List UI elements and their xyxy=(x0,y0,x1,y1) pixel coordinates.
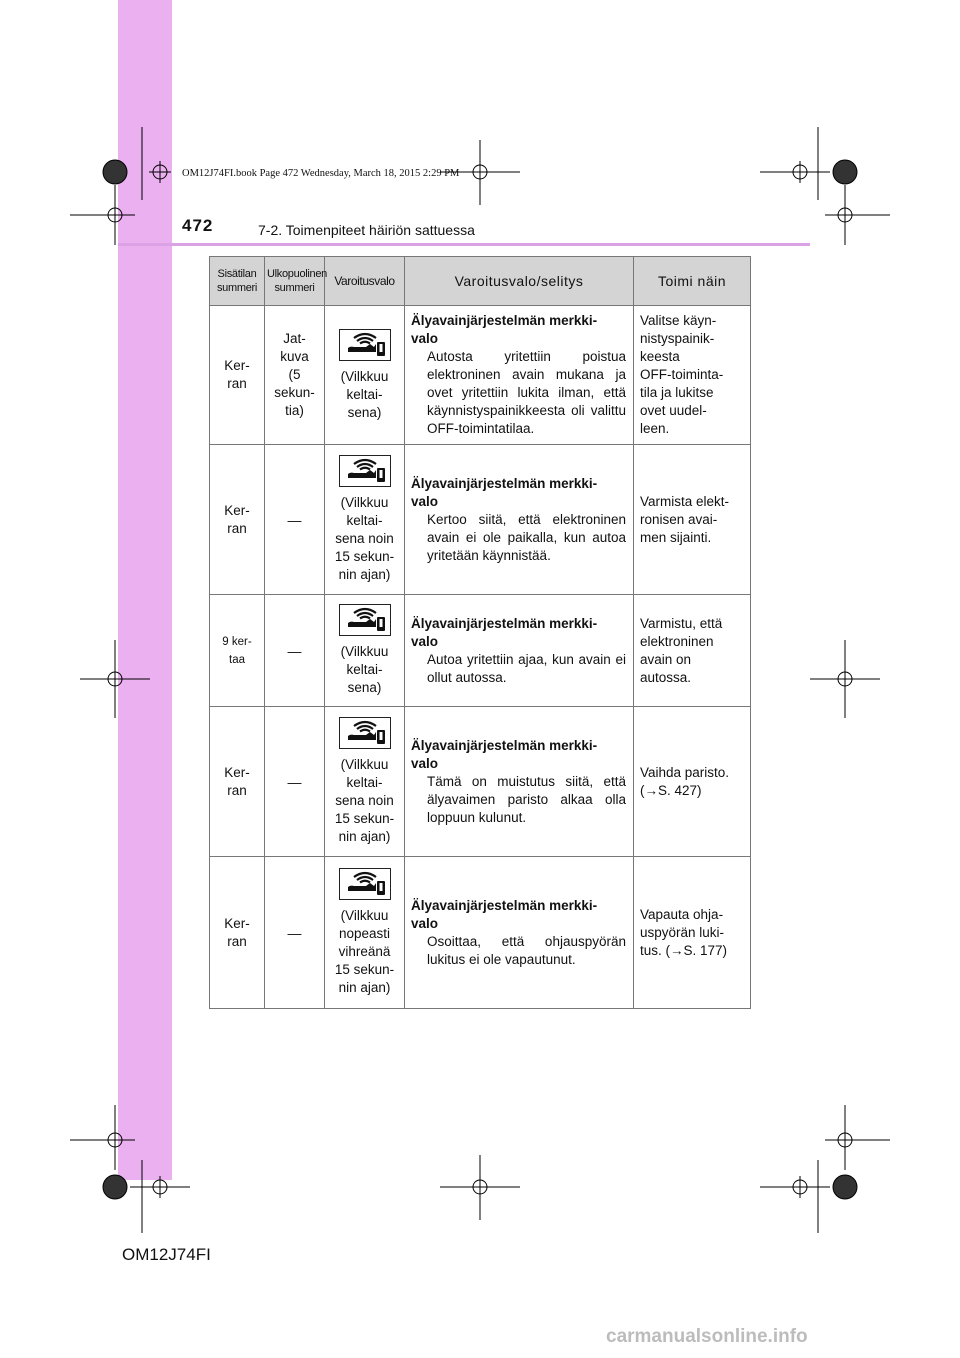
watermark: carmanualsonline.info xyxy=(606,1326,808,1347)
interior-buzzer-text: Ker- ran xyxy=(224,764,250,798)
action-cell xyxy=(634,707,751,857)
warning-light-text: (Vilkkuu keltai- sena) xyxy=(340,368,389,420)
interior-buzzer-cell xyxy=(210,707,265,857)
exterior-buzzer-text: — xyxy=(287,924,302,941)
exterior-buzzer-text: — xyxy=(287,773,302,790)
header-exterior-buzzer: Ulkopuolinen summeri xyxy=(265,257,325,306)
header-warning-light: Varoitusvalo xyxy=(325,257,405,306)
action-text: Varmista elekt- ronisen avai- men sijainti. xyxy=(640,493,730,545)
description-title: Älyavainjärjestelmän merkki- valo xyxy=(411,897,598,931)
exterior-buzzer-text: Jat- kuva (5 sekun- tia) xyxy=(274,331,315,418)
interior-buzzer-cell xyxy=(210,445,265,595)
exterior-buzzer-cell xyxy=(265,857,325,1009)
description-body: Osoittaa, että ohjauspyörän lukitus ei ole vapautunut. xyxy=(427,933,626,967)
table-row xyxy=(210,857,751,1009)
description-title: Älyavainjärjestelmän merkki- valo xyxy=(411,475,598,509)
smart-key-warning-icon xyxy=(339,455,391,487)
warning-light-text: (Vilkkuu keltai- sena noin 15 sekun- nin ajan) xyxy=(334,495,395,582)
header-interior-buzzer: Sisätilan summeri xyxy=(210,257,265,306)
exterior-buzzer-cell xyxy=(265,445,325,595)
action-text: Vaihda paristo. (→S. 427) xyxy=(640,764,730,798)
description-title: Älyavainjärjestelmän merkki- valo xyxy=(411,737,598,771)
description-body: Tämä on muistutus siitä, että älyavaimen paristo alkaa olla loppuun kulunut. xyxy=(427,773,626,825)
warning-light-text: (Vilkkuu keltai- sena noin 15 sekun- nin ajan) xyxy=(334,757,395,844)
exterior-buzzer-text: — xyxy=(287,642,302,659)
description-title: Älyavainjärjestelmän merkki- valo xyxy=(411,313,598,346)
table-header-row xyxy=(210,257,751,306)
warning-light-text: (Vilkkuu nopeasti vihreänä 15 sekun- nin ajan) xyxy=(334,908,395,995)
header-description: Varoitusvalo/selitys xyxy=(405,257,634,306)
action-text: Valitse käyn- nistyspainik- keesta OFF-toiminta- tila ja lukitse ovet uudel- leen. xyxy=(640,313,724,436)
interior-buzzer-text: Ker- ran xyxy=(224,502,250,536)
warning-light-cell xyxy=(325,857,405,1009)
table-row xyxy=(210,707,751,857)
interior-buzzer-cell xyxy=(210,857,265,1009)
page-number: 472 xyxy=(182,216,214,235)
exterior-buzzer-cell xyxy=(265,707,325,857)
description-cell xyxy=(405,595,634,707)
interior-buzzer-text: 9 ker- taa xyxy=(222,635,252,666)
action-text: Varmistu, että elektroninen avain on autossa. xyxy=(640,615,723,685)
description-title: Älyavainjärjestelmän merkki- valo xyxy=(411,615,598,649)
description-cell xyxy=(405,707,634,857)
warning-light-cell xyxy=(325,707,405,857)
smart-key-warning-icon xyxy=(339,604,391,636)
description-body: Autosta yritettiin poistua elektroninen avain mukana ja ovet yritettiin lukita ilman, että käynnistyspainikkeesta oli valittu OFF-toimintatilaa. xyxy=(427,349,626,436)
action-cell xyxy=(634,595,751,707)
table-row xyxy=(210,306,751,445)
smart-key-warning-icon xyxy=(339,868,391,900)
header-action: Toimi näin xyxy=(634,257,751,306)
warning-light-cell xyxy=(325,595,405,707)
exterior-buzzer-cell xyxy=(265,306,325,445)
section-title: 7-2. Toimenpiteet häiriön sattuessa xyxy=(258,222,475,238)
interior-buzzer-cell xyxy=(210,595,265,707)
interior-buzzer-text: Ker- ran xyxy=(224,358,250,391)
smart-key-warning-icon xyxy=(339,329,391,361)
action-text: Vapauta ohja- uspyörän luki- tus. (→S. 177) xyxy=(640,906,728,958)
exterior-buzzer-cell xyxy=(265,595,325,707)
table-row xyxy=(210,445,751,595)
action-cell xyxy=(634,857,751,1009)
description-body: Kertoo siitä, että elektroninen avain ei ole paikalla, kun autoa yritetään käynnistää. xyxy=(427,511,626,563)
interior-buzzer-cell xyxy=(210,306,265,445)
exterior-buzzer-text: — xyxy=(287,511,302,528)
warning-light-cell xyxy=(325,445,405,595)
description-cell xyxy=(405,445,634,595)
table-body xyxy=(210,306,751,1009)
description-cell xyxy=(405,306,634,445)
warning-light-text: (Vilkkuu keltai- sena) xyxy=(340,644,389,695)
smart-key-warning-icon xyxy=(339,717,391,749)
description-cell xyxy=(405,857,634,1009)
footer-code: OM12J74FI xyxy=(122,1245,211,1264)
description-body: Autoa yritettiin ajaa, kun avain ei ollut autossa. xyxy=(427,651,626,685)
interior-buzzer-text: Ker- ran xyxy=(224,915,250,949)
action-cell xyxy=(634,306,751,445)
action-cell xyxy=(634,445,751,595)
warning-light-cell xyxy=(325,306,405,445)
book-stamp: OM12J74FI.book Page 472 Wednesday, March 18, 2015 2:29 PM xyxy=(182,168,460,179)
warning-table xyxy=(209,256,751,1009)
table-row xyxy=(210,595,751,707)
